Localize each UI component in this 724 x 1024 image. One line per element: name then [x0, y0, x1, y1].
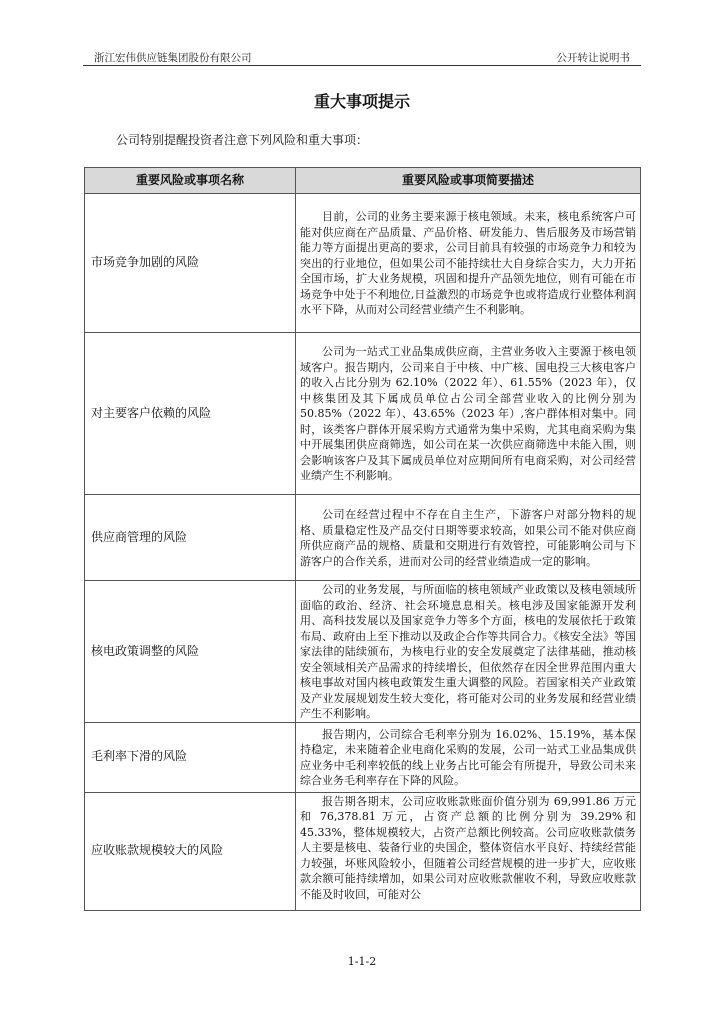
- table-row: [85, 722, 641, 792]
- risk-description: 公司为一站式工业品集成供应商，主营业务收入主要源于核电领域客户。报告期内，公司来自于中核、中广核、国电投三大核电客户的收入占比分别为 62.10%（2022 年）、61.55%（2023 年），仅中核集团及其下属成员单位占公司全部营业收入的比例分别为 50.85%（2022 年）、43.65%（2023 年）,客户群体相对集中。同时，该类客户群体开展采购方式通常为集中采购，尤其电商采购为集中开展集团供应商筛选，如公司在某一次供应商筛选中未能入围，则会影响该客户及其下属成员单位对应期间所有电商采购，对公司经营业绩产生不利影响。: [296, 333, 641, 495]
- table-row: [85, 194, 641, 333]
- risk-description: 公司在经营过程中不存在自主生产，下游客户对部分物料的规格、质量稳定性及产品交付日期等要求较高，如果公司不能对供应商所供应商产品的规格、质量和交期进行有效管控，可能影响公司与下游客户的合作关系，进而对公司的经营业绩造成一定的影响。: [296, 495, 641, 581]
- column-header-risk-description: 重要风险或事项简要描述: [296, 168, 641, 194]
- page-number: 1-1-2: [347, 955, 377, 968]
- risk-name: 对主要客户依赖的风险: [85, 333, 296, 495]
- risk-name: 市场竞争加剧的风险: [85, 194, 296, 333]
- risk-name: 核电政策调整的风险: [85, 581, 296, 723]
- risk-description: 目前，公司的业务主要来源于核电领域。未来，核电系统客户可能对供应商在产品质量、产品价格、研发能力、售后服务及市场营销能力等方面提出更高的要求，公司目前具有较强的市场竞争力和较为突出的行业地位，但如果公司不能持续壮大自身综合实力，大力开拓全国市场，扩大业务规模，巩固和提升产品领先地位，则有可能在市场竞争中处于不利地位,日益激烈的市场竞争也或将造成行业整体利润水平下降，从而对公司经营业绩产生不利影响。: [296, 194, 641, 333]
- table-row: [85, 495, 641, 581]
- table-row: [85, 792, 641, 910]
- risk-name: 供应商管理的风险: [85, 495, 296, 581]
- header-divider: [83, 65, 641, 66]
- risk-description: 公司的业务发展，与所面临的核电领域产业政策以及核电领域所面临的政治、经济、社会环境息息相关。核电涉及国家能源开发利用、高科技发展以及国家竞争力等多个方面，核电的发展依托于政策布局、政府由上至下推动以及政企合作等共同合力。《核安全法》等国家法律的陆续颁布，为核电行业的安全发展奠定了法律基础，推动核安全领域相关产品需求的持续增长，但依然存在因全世界范围内重大核电事故对国内核电政策发生重大调整的风险。若国家相关产业政策及产业发展规划发生较大变化，将可能对公司的业务发展和经营业绩产生不利影响。: [296, 581, 641, 723]
- column-header-risk-name: 重要风险或事项名称: [85, 168, 296, 194]
- risk-table-header-row: [85, 168, 641, 194]
- risk-name: 应收账款规模较大的风险: [85, 792, 296, 910]
- risk-description: 报告期内，公司综合毛利率分别为 16.02%、15.19%，基本保持稳定，未来随着企业电商化采购的发展，公司一站式工业品集成供应业务中毛利率较低的线上业务占比可能会有所提升，导致公司未来综合业务毛利率存在下降的风险。: [296, 722, 641, 792]
- risk-description: 报告期各期末，公司应收账款账面价值分别为 69,991.86 万元和 76,378.81 万元，占资产总额的比例分别为 39.29%和 45.33%，整体规模较大，占资产总额比例较高。公司应收账款债务人主要是核电、装备行业的央国企，整体资信水平良好、持续经营能力较强，坏账风险较小，但随着公司经营规模的进一步扩大，应收账款余额可能持续增加，如果公司对应收账款催收不利，导致应收账款不能及时收回，可能对公: [296, 792, 641, 910]
- table-row: [85, 333, 641, 495]
- intro-paragraph: 公司特别提醒投资者注意下列风险和重大事项：: [116, 133, 369, 147]
- table-row: [85, 581, 641, 723]
- header-document-type: 公开转让说明书: [556, 52, 630, 64]
- header-company-name: 浙江宏伟供应链集团股份有限公司: [94, 52, 252, 64]
- risk-name: 毛利率下滑的风险: [85, 722, 296, 792]
- page-title: 重大事项提示: [313, 92, 410, 111]
- risk-table: [84, 167, 641, 911]
